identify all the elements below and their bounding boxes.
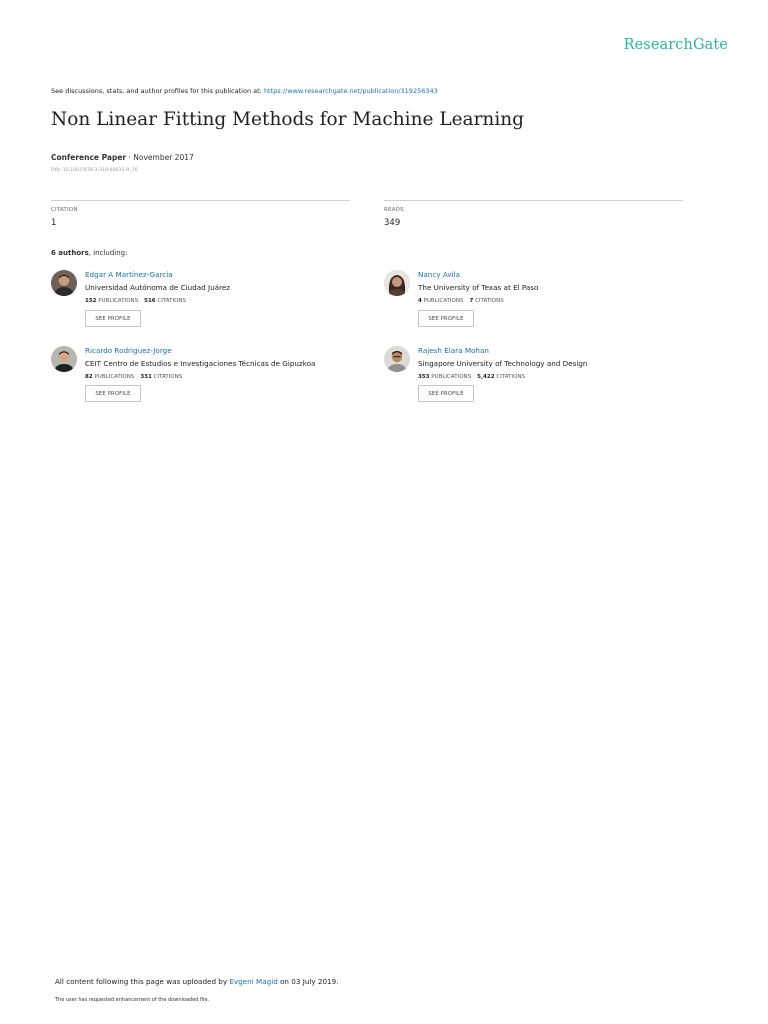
citations-count: 7 (469, 298, 474, 304)
publications-count: 152 (85, 298, 97, 304)
upload-prefix: All content following this page was uploaded by (55, 977, 230, 986)
reads-label: READS (384, 207, 404, 213)
author-stats (418, 298, 504, 304)
reads-divider (384, 200, 683, 201)
reads-count: 349 (384, 218, 401, 228)
see-profile-button[interactable]: SEE PROFILE (418, 385, 474, 402)
upload-suffix: on 03 July 2019. (277, 977, 339, 986)
avatar-photo-icon (51, 346, 77, 372)
publications-label: PUBLICATIONS (431, 374, 472, 380)
see-profile-button[interactable]: SEE PROFILE (85, 310, 141, 327)
meta-separator: · (126, 153, 134, 162)
citation-count: 1 (51, 218, 57, 228)
researchgate-logo[interactable]: ResearchGate (623, 37, 728, 53)
authors-suffix: , including: (88, 249, 128, 257)
publications-count: 82 (85, 374, 93, 380)
paper-meta (51, 153, 194, 162)
see-profile-button[interactable]: SEE PROFILE (85, 385, 141, 402)
author-stats (85, 374, 182, 380)
author-affiliation: Singapore University of Technology and Design (418, 359, 588, 368)
citations-label: CITATIONS (496, 374, 525, 380)
publications-label: PUBLICATIONS (94, 374, 135, 380)
paper-doi: DOI: 10.1007/978-3-319-60035-9_76 (51, 168, 138, 173)
authors-count: 6 authors (51, 249, 89, 257)
citations-label: CITATIONS (153, 374, 183, 380)
avatar-photo-icon (51, 270, 77, 296)
paper-type: Conference Paper (51, 153, 127, 162)
author-name[interactable]: Edgar A Martínez-García (85, 270, 173, 279)
publications-label: PUBLICATIONS (98, 298, 139, 304)
citation-divider (51, 200, 350, 201)
citation-label: CITATION (51, 207, 78, 213)
paper-title: Non Linear Fitting Methods for Machine Learning (51, 109, 525, 130)
see-profile-button[interactable]: SEE PROFILE (418, 310, 474, 327)
publications-count: 4 (418, 298, 422, 304)
discussion-line (51, 87, 438, 95)
author-card (384, 346, 684, 408)
author-stats (418, 374, 525, 380)
citations-count: 331 (140, 374, 152, 380)
author-affiliation: The University of Texas at El Paso (418, 283, 539, 292)
avatar[interactable] (384, 270, 410, 296)
paper-date: November 2017 (133, 153, 194, 162)
author-affiliation: CEIT Centro de Estudios e Investigaciones Técnicas de Gipuzkoa (85, 359, 316, 368)
avatar-photo-icon (384, 346, 410, 372)
upload-info (55, 977, 339, 986)
authors-header (51, 249, 127, 257)
author-card (384, 270, 684, 332)
author-affiliation: Universidad Autónoma de Ciudad Juárez (85, 283, 231, 292)
citations-label: CITATIONS (475, 298, 504, 304)
discussion-prefix: See discussions, stats, and author profiles for this publication at: (51, 87, 264, 95)
publication-link[interactable]: https://www.researchgate.net/publication/319256343 (263, 87, 438, 95)
enhancement-note: The user has requested enhancement of the downloaded file. (55, 997, 210, 1003)
author-stats (85, 298, 186, 304)
avatar-photo-icon (384, 270, 410, 296)
citations-label: CITATIONS (157, 298, 187, 304)
publications-count: 353 (418, 374, 430, 380)
citations-count: 516 (144, 298, 156, 304)
avatar[interactable] (51, 346, 77, 372)
author-name[interactable]: Ricardo Rodriguez-Jorge (85, 346, 172, 355)
author-card (51, 270, 351, 332)
avatar[interactable] (384, 346, 410, 372)
avatar[interactable] (51, 270, 77, 296)
publications-label: PUBLICATIONS (423, 298, 464, 304)
uploader-link[interactable]: Evgeni Magid (229, 977, 278, 986)
citations-count: 5,422 (477, 374, 495, 380)
author-card (51, 346, 351, 408)
author-name[interactable]: Rajesh Elara Mohan (418, 346, 489, 355)
author-name[interactable]: Nancy Avila (418, 270, 460, 279)
